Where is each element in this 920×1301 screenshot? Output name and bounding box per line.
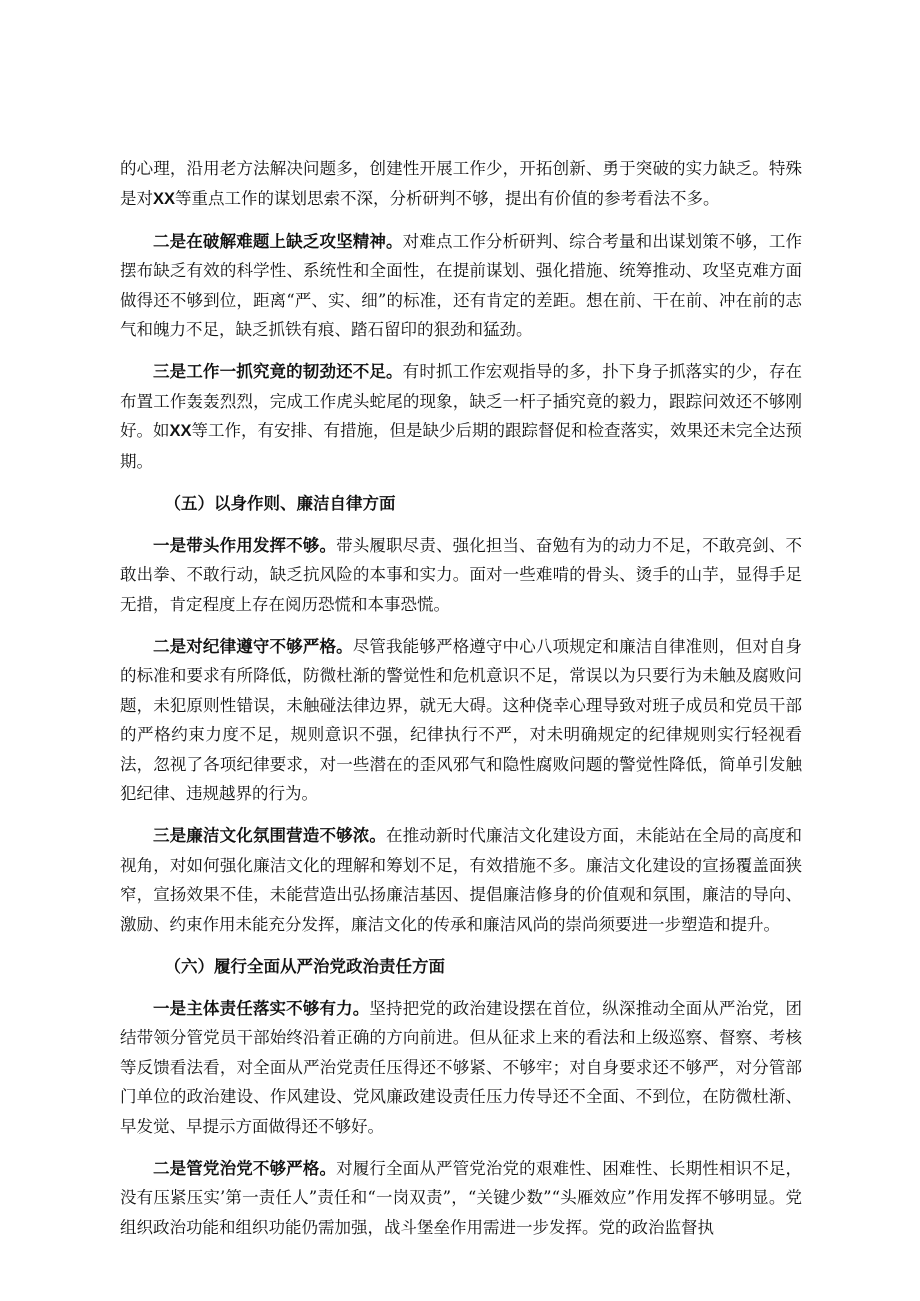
paragraph-text: 的心理，沿用老方法解决问题多，创建性开展工作少，开拓创新、勇于突破的实力缺乏。特殊是对 — [120, 159, 802, 208]
body-paragraph — [120, 994, 802, 1142]
body-paragraph — [120, 821, 802, 939]
paragraph-lead: 二是管党治党不够严格。 — [153, 1158, 337, 1178]
paragraph-text: 对难点工作分析研判、综合考量和出谋划策不够，工作摆布缺乏有效的科学性、系统性和全面性，在提前谋划、强化措施、统筹推动、攻坚克难方面做得还不够到位，距离“严、实、细”的标准，还有肯定的差距。想在前、干在前、冲在前的志气和魄力不足，缺乏抓铁有痕、踏石留印的狠劲和猛劲。 — [120, 231, 803, 339]
paragraph-lead: 三是工作一抓究竟的韧劲还不足。 — [153, 362, 403, 381]
paragraph-lead: 二是对纪律遵守不够严格。 — [153, 636, 353, 656]
paragraph-text: 对履行全面从严管党治党的艰难性、困难性、长期性相识不足，没有压紧压实’第一责任人”责任和“一岗双责”，“关键少数”“头雁效应”作用发挥不够明显。党组织政治功能和组织功能仍需加强，战斗堡垒作用需进一步发挥。党的政治监督执 — [120, 1158, 803, 1237]
paragraph-text: 带头履职尽责、强化担当、奋勉有为的动力不足，不敢亮剑、不敢出拳、不敢行动，缺乏抗风险的本事和实力。面对一些难啃的骨头、烫手的山芋，显得手足无措，肯定程度上存在阅历恐慌和本事恐慌。 — [120, 535, 803, 614]
placeholder-xx: XX — [169, 422, 192, 440]
body-paragraph — [120, 1154, 802, 1243]
paragraph-text: 尽管我能够严格遵守中心八项规定和廉洁自律准则，但对自身的标准和要求有所降低，防微杜渐的警觉性和危机意识不足，常误以为只要行为未触及腐败问题，未犯原则性错误，未触碰法律边界，就无大碍。这种侥幸心理导致对班子成员和党员干部的严格约束力度不足，规则意识不强，纪律执行不严，对未明确规定的纪律规则实行轻视看法，忽视了各项纪律要求，对一些潜在的歪风邪气和隐性腐败问题的警觉性降低，简单引发触犯纪律、违规越界的行为。 — [120, 636, 803, 803]
paragraph-lead: 二是在破解难题上缺乏攻坚精神。 — [153, 231, 403, 251]
document-body — [120, 154, 802, 1255]
body-paragraph — [120, 632, 802, 809]
paragraph-lead: 三是廉洁文化氛围营造不够浓。 — [153, 826, 387, 845]
section-heading: （五）以身作则、廉洁自律方面 — [164, 493, 396, 513]
paragraph-text: 在推动新时代廉洁文化建设方面，未能站在全局的高度和视角，对如何强化廉洁文化的理解和筹划不足，有效措施不多。廉洁文化建设的宣扬覆盖面狭窄，宣扬效果不佳，未能营造出弘扬廉洁基因、提倡廉洁修身的价值观和氛围，廉洁的导向、激励、约束作用未能充分发挥，廉洁文化的传承和廉洁风尚的崇尚须要进一步塑造和提升。 — [120, 826, 803, 934]
body-paragraph — [120, 357, 802, 476]
paragraph-lead: 一是主体责任落实不够有力。 — [153, 998, 370, 1018]
paragraph-text: 坚持把党的政治建设摆在首位，纵深推动全面从严治党，团结带领分管党员干部始终沿着正确的方向前进。但从征求上来的看法和上级巡察、督察、考核等反馈看法看，对全面从严治党责任压得还不够紧、不够牢；对自身要求还不够严，对分管部门单位的政治建设、作风建设、党风廉政建设责任压力传导还不全面、不到位，在防微杜渐、早发觉、早提示方面做得还不够好。 — [120, 998, 803, 1136]
paragraph-text: 等重点工作的谋划思索不深，分析研判不够，提出有价值的参考看法不多。 — [175, 188, 720, 208]
paragraph-text: 有时抓工作宏观指导的多，扑下身子抓落实的少，存在布置工作轰轰烈烈，完成工作虎头蛇尾的现象，缺乏一杆子插究竟的毅力，跟踪问效还不够刚好。如 — [120, 362, 803, 440]
section-heading: （六）履行全面从严治党政治责任方面 — [164, 956, 446, 976]
paragraph-lead: 一是带头作用发挥不够。 — [153, 535, 337, 555]
body-paragraph — [120, 227, 802, 345]
body-paragraph — [120, 531, 802, 620]
paragraph-text: 等工作，有安排、有措施，但是缺少后期的跟踪督促和检查落实，效果还未完全达预期。 — [120, 421, 803, 471]
placeholder-xx: XX — [153, 189, 176, 208]
continuation-paragraph — [120, 154, 802, 214]
